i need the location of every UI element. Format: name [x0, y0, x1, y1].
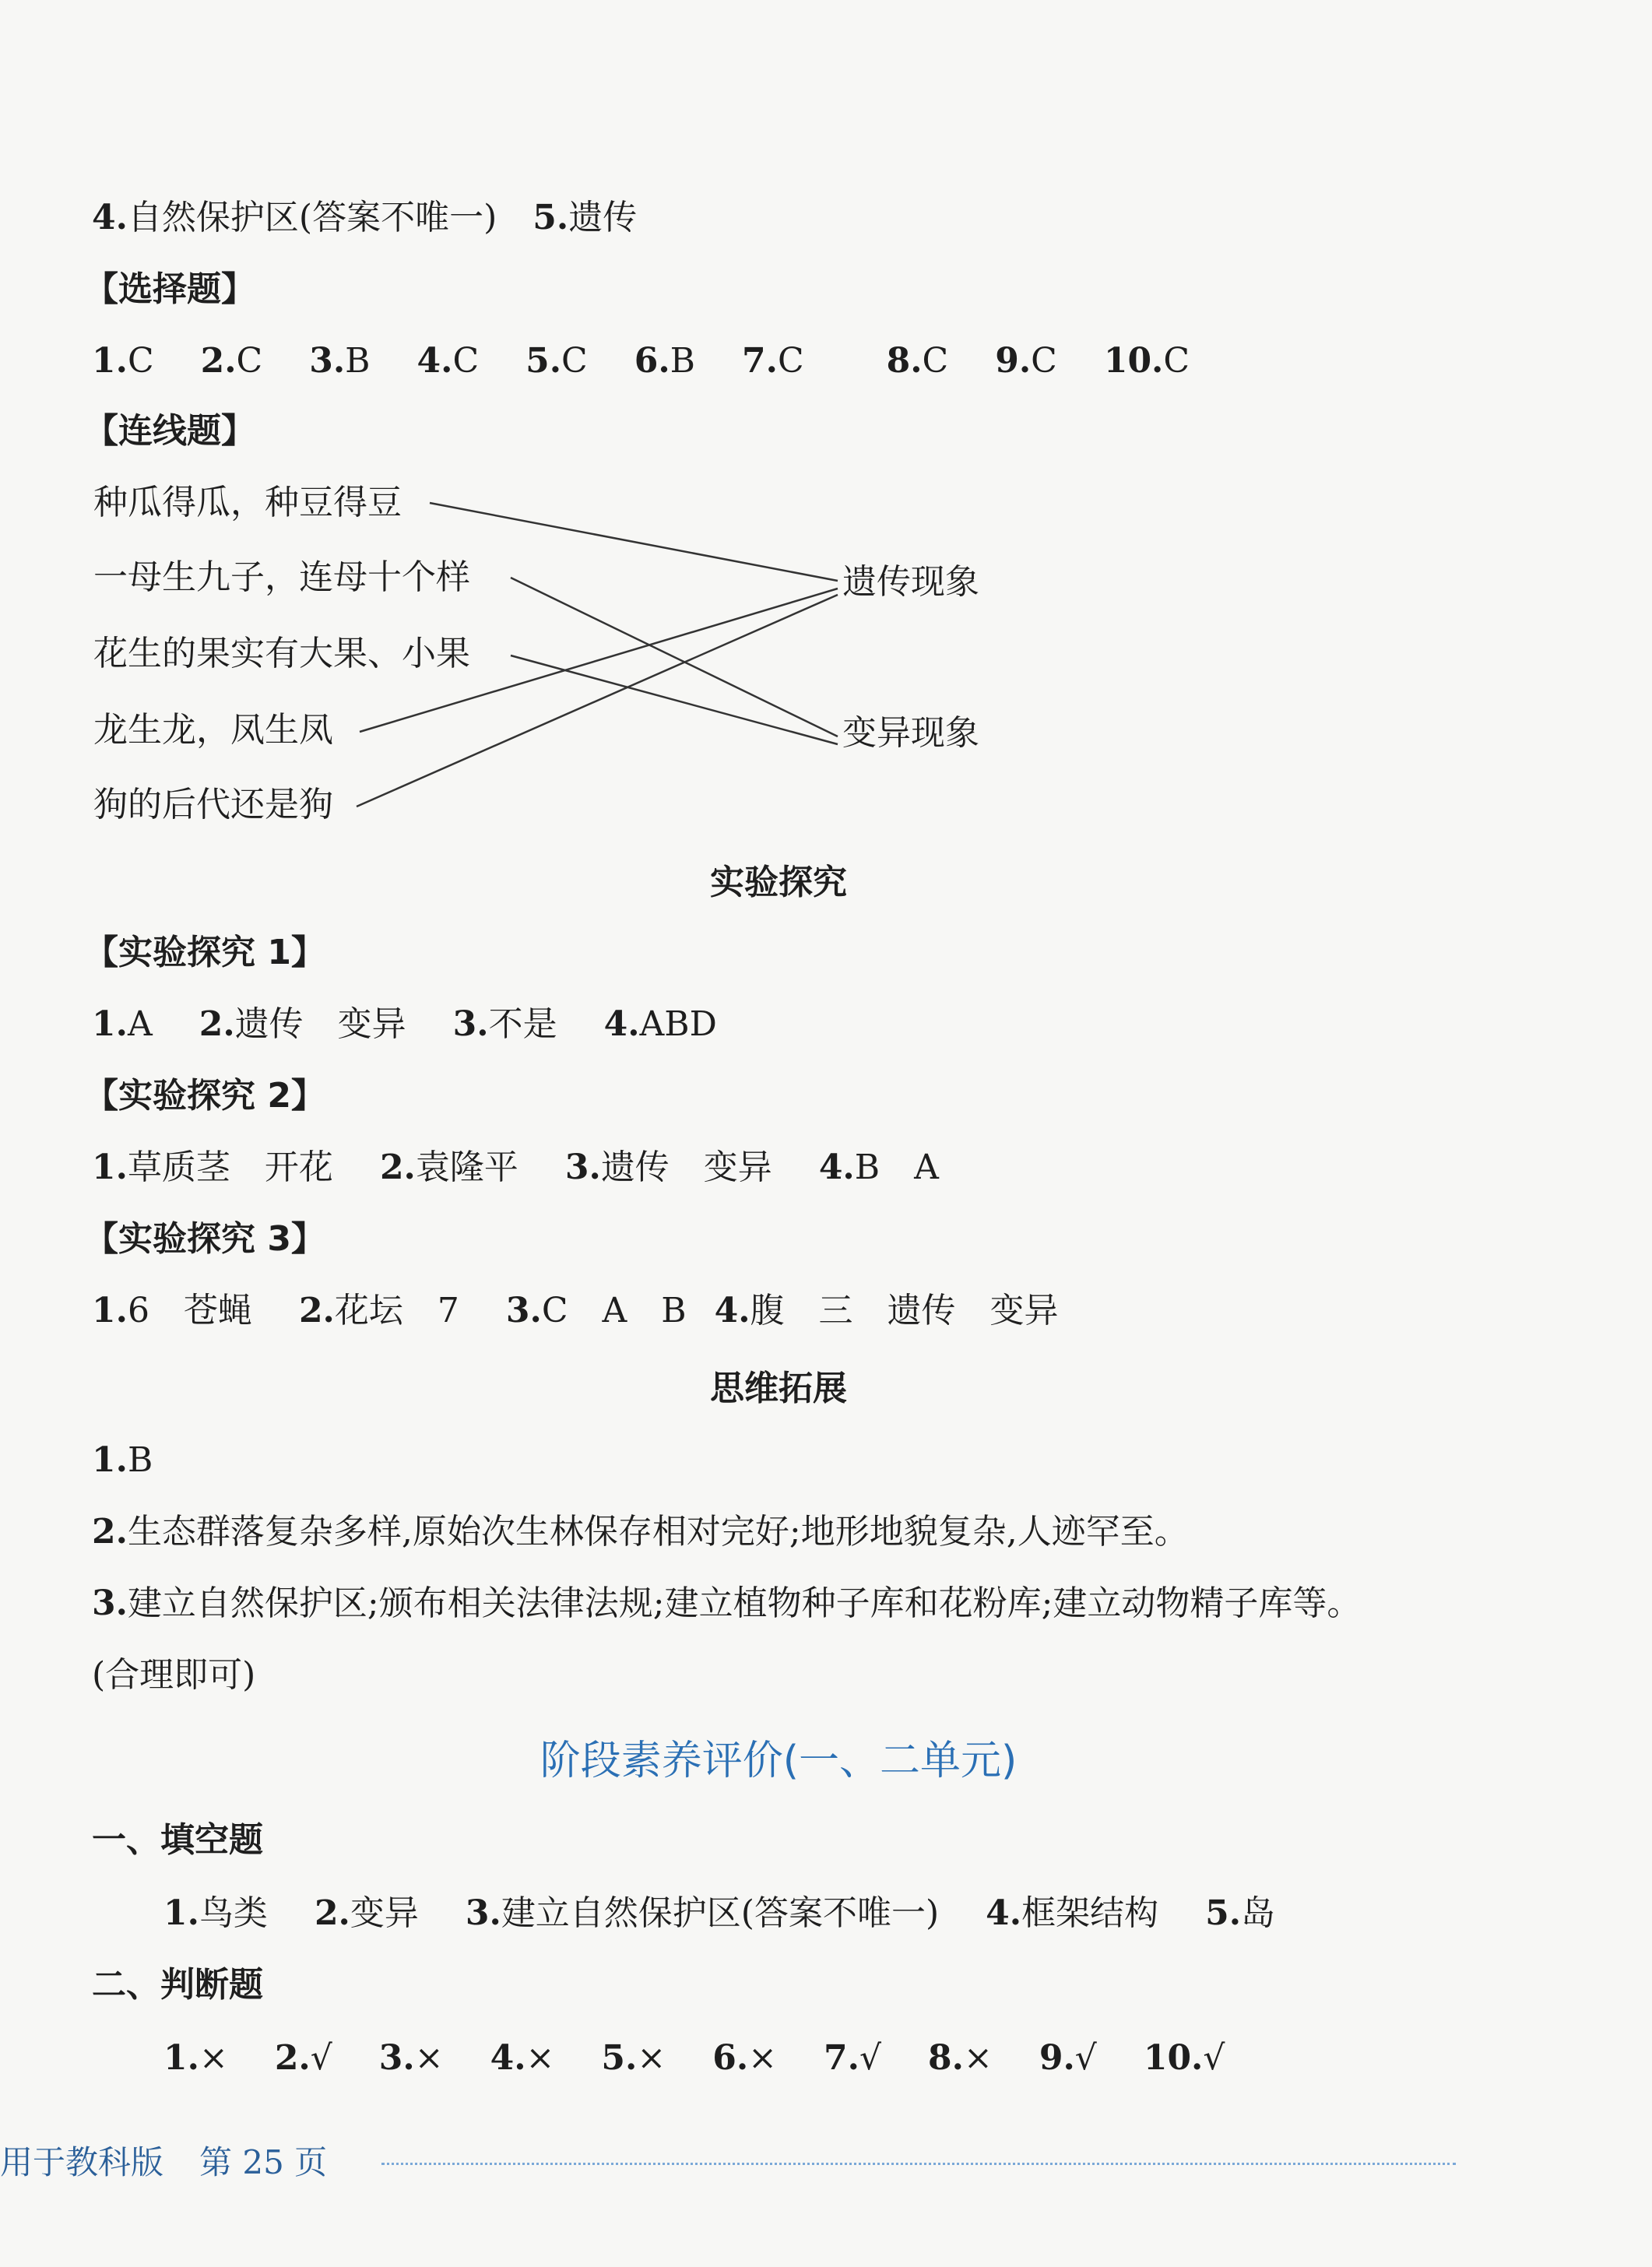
- item-number: 8.: [928, 2038, 964, 2078]
- experiment-3-heading: 【实验探究 3】: [84, 1219, 325, 1259]
- item-number: 10.: [1143, 2038, 1204, 2078]
- item-number: 1.: [92, 1004, 128, 1044]
- item-number: 3.: [564, 1148, 601, 1187]
- fill-answers: [163, 1890, 1275, 1937]
- answer-text: 草质茎 开花: [127, 1148, 333, 1187]
- choice-answer: C: [922, 341, 949, 381]
- answer-text: 自然保护区(答案不唯一): [127, 198, 497, 237]
- experiment-2-heading: 【实验探究 2】: [84, 1076, 325, 1116]
- item-number: 7.: [742, 341, 778, 381]
- answer-text: 框架结构: [1021, 1893, 1159, 1933]
- item-number: 5.: [533, 198, 569, 237]
- choice-answer: C: [561, 341, 588, 381]
- choice-answer: C: [1163, 341, 1190, 381]
- item-number: 9.: [1039, 2038, 1075, 2078]
- matching-left-item: 种瓜得瓜，种豆得豆: [93, 483, 402, 522]
- footer: [0, 2139, 327, 2186]
- matching-heading: 【连线题】: [84, 411, 255, 451]
- stage-title: 阶段素养评价(一、二单元): [540, 1738, 1018, 1784]
- item-number: 7.: [824, 2038, 859, 2078]
- item-number: 2.: [379, 1148, 416, 1187]
- match-line: [511, 655, 838, 744]
- item-number: 2.: [199, 1004, 235, 1044]
- judge-answer: √: [859, 2038, 882, 2078]
- item-number: 10.: [1103, 341, 1164, 381]
- footer-divider: [381, 2163, 1456, 2165]
- matching-left-item: 一母生九子，连母十个样: [93, 557, 470, 597]
- experiment-2-answers: [92, 1144, 939, 1191]
- answer-text: 6 苍蝇: [127, 1291, 252, 1330]
- answer-text: B: [127, 1440, 153, 1480]
- answer-text: 鸟类: [199, 1893, 268, 1933]
- footer-edition: 用于教科版: [0, 2143, 164, 2181]
- match-line: [360, 589, 838, 732]
- answer-text: 腹 三 遗传 变异: [750, 1291, 1059, 1330]
- judge-answer: √: [1203, 2038, 1225, 2078]
- item-number: 4.: [986, 1893, 1022, 1933]
- item-number: 3.: [309, 341, 346, 381]
- item-number: 2.: [298, 1291, 335, 1330]
- judge-answer: ×: [748, 2038, 778, 2078]
- thinking-answer-1: [92, 1437, 153, 1484]
- judge-heading: 二、判断题: [92, 1965, 263, 2005]
- answer-text: A: [127, 1004, 153, 1044]
- matching-left-item: 龙生龙，凤生凤: [93, 710, 333, 750]
- item-number: 1.: [92, 341, 128, 381]
- answer-text: 遗传 变异: [234, 1004, 406, 1044]
- matching-left-item: 狗的后代还是狗: [93, 785, 333, 824]
- item-number: 4.: [490, 2038, 526, 2078]
- choice-answer: C: [236, 341, 263, 381]
- judge-answer: ×: [414, 2038, 444, 2078]
- judge-answer: ×: [963, 2038, 993, 2078]
- choice-answer: C: [452, 341, 480, 381]
- experiment-1-answers: [92, 1001, 717, 1048]
- choice-answer: C: [1031, 341, 1057, 381]
- judge-answer: ×: [637, 2038, 666, 2078]
- thinking-answer-3-note: (合理即可): [92, 1655, 256, 1695]
- item-number: 9.: [995, 341, 1032, 381]
- answer-text: 不是: [488, 1004, 557, 1044]
- answer-text: C A B: [541, 1291, 687, 1330]
- experiment-3-answers: [92, 1288, 1059, 1334]
- match-line: [511, 578, 838, 736]
- item-number: 5.: [525, 341, 562, 381]
- match-line: [430, 503, 838, 581]
- answer-text: 遗传: [568, 198, 638, 237]
- item-number: 3.: [465, 1893, 501, 1933]
- item-number: 4.: [417, 341, 453, 381]
- item-number: 3.: [505, 1291, 542, 1330]
- answer-text: 变异: [350, 1893, 419, 1933]
- judge-answer: ×: [199, 2038, 228, 2078]
- thinking-answer-3: [92, 1580, 1361, 1627]
- answer-text: 建立自然保护区(答案不唯一): [501, 1893, 940, 1933]
- answer-text: B A: [854, 1148, 939, 1187]
- matching-left-item: 花生的果实有大果、小果: [93, 634, 470, 673]
- item-number: 5.: [601, 2038, 638, 2078]
- item-number: 3.: [92, 1583, 128, 1623]
- item-number: 4.: [818, 1148, 855, 1187]
- answer-text: 生态群落复杂多样,原始次生林保存相对完好;地形地貌复杂,人迹罕至。: [127, 1512, 1189, 1552]
- judge-answers: [163, 2035, 1225, 2082]
- fill-heading: 一、填空题: [92, 1820, 263, 1860]
- judge-answer: √: [310, 2038, 332, 2078]
- item-number: 6.: [634, 341, 670, 381]
- item-number: 1.: [92, 1148, 128, 1187]
- item-number: 4.: [92, 198, 128, 237]
- judge-answer: ×: [525, 2038, 555, 2078]
- item-number: 2.: [200, 341, 237, 381]
- item-number: 1.: [92, 1440, 128, 1480]
- item-number: 3.: [378, 2038, 415, 2078]
- item-number: 4.: [714, 1291, 750, 1330]
- item-number: 2.: [274, 2038, 311, 2078]
- choice-answer: C: [127, 341, 154, 381]
- matching-right-item: 变异现象: [842, 713, 979, 753]
- experiment-title: 实验探究: [710, 863, 847, 902]
- item-number: 1.: [92, 1291, 128, 1330]
- item-number: 2.: [314, 1893, 350, 1933]
- item-number: 8.: [886, 341, 923, 381]
- answer-text: 建立自然保护区;颁布相关法律法规;建立植物种子库和花粉库;建立动物精子库等。: [127, 1583, 1362, 1623]
- item-number: 1.: [163, 1893, 199, 1933]
- choice-answer: B: [345, 341, 371, 381]
- choice-answer: B: [670, 341, 695, 381]
- item-number: 3.: [452, 1004, 489, 1044]
- answer-text: 袁隆平: [415, 1148, 518, 1187]
- judge-answer: √: [1074, 2038, 1097, 2078]
- answer-text: 岛: [1241, 1893, 1276, 1933]
- choice-answer: C: [777, 341, 804, 381]
- item-number: 5.: [1205, 1893, 1242, 1933]
- item-number: 6.: [712, 2038, 749, 2078]
- item-number: 2.: [92, 1512, 128, 1552]
- experiment-1-heading: 【实验探究 1】: [84, 933, 325, 972]
- choice-heading: 【选择题】: [84, 269, 255, 309]
- item-number: 4.: [603, 1004, 640, 1044]
- thinking-answer-2: [92, 1509, 1189, 1555]
- thinking-title: 思维拓展: [710, 1369, 847, 1408]
- matching-right-item: 遗传现象: [842, 562, 979, 602]
- answer-text: 花坛 7: [334, 1291, 459, 1330]
- answer-text: 遗传 变异: [600, 1148, 772, 1187]
- item-number: 1.: [163, 2038, 199, 2078]
- footer-page-number: 第 25 页: [199, 2143, 328, 2181]
- answer-text: ABD: [639, 1004, 717, 1044]
